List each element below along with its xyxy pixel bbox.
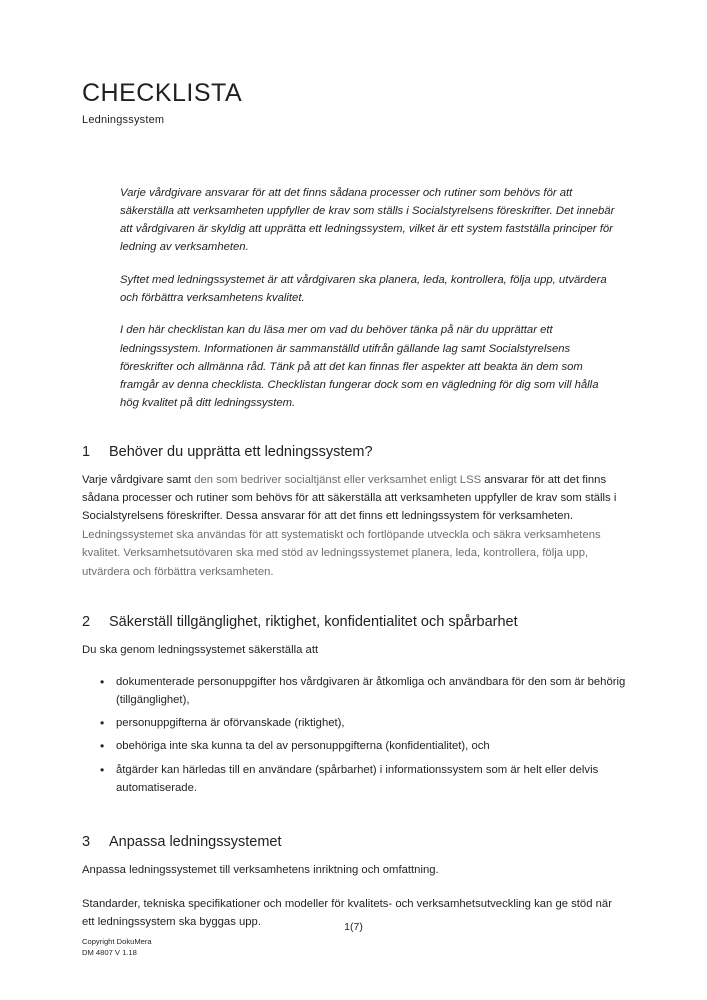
page-number: 1(7): [344, 921, 363, 933]
section-1: [82, 443, 627, 581]
list-item: • dokumenterade personuppgifter hos vårdgivaren är åtkomliga och användbara för den som är behörig (tillgänglighet),: [116, 673, 627, 709]
intro-block: [120, 184, 620, 413]
section-1-title: Behöver du upprätta ett ledningssystem?: [109, 443, 373, 460]
footer-meta: [82, 936, 152, 958]
list-item: • åtgärder kan härledas till en användare (spårbarhet) i informationssystem som är helt eller delvis automatiserade.: [116, 761, 627, 797]
section-3-title: Anpassa ledningssystemet: [109, 833, 282, 850]
section-3: [82, 833, 627, 932]
section-1-text-c: ansvarar för att det finns sådana processer och rutiner som behövs för att säkerställa att verksamheten uppfyller de krav som ställs i Socialstyrelsens föreskrifter. Dessa ansvarar för att det finns ett ledningssystem för verksamheten.: [82, 473, 617, 523]
footer-doc-id: DM 4807 V 1.18: [82, 948, 137, 957]
document-content: [82, 80, 627, 932]
section-1-text-d: Ledningssystemet ska användas för att systematiskt och fortlöpande utveckla och säkra verksamhetens kvalitet. Verksamhetsutövaren ska med stöd av ledningssystemet planera, leda, kontrollera, följa upp, utvärdera och förbättra verksamheten.: [82, 528, 601, 578]
section-1-text-b: den som bedriver socialtjänst eller verksamhet enligt LSS: [194, 473, 482, 486]
section-1-number: 1: [82, 443, 91, 460]
page-subtitle: Ledningssystem: [82, 113, 165, 126]
section-3-heading: [82, 833, 627, 852]
list-item: • personuppgifterna är oförvanskade (riktighet),: [116, 714, 627, 732]
list-item: • obehöriga inte ska kunna ta del av personuppgifterna (konfidentialitet), och: [116, 737, 627, 755]
section-1-heading: [82, 443, 627, 462]
section-3-paragraph-1: Anpassa ledningssystemet till verksamhetens inriktning och omfattning.: [82, 863, 439, 876]
section-1-text-a: Varje vårdgivare samt: [82, 473, 195, 486]
section-3-number: 3: [82, 833, 91, 850]
section-3-paragraph-2: Standarder, tekniska specifikationer och modeller för kvalitets- och verksamhetsutveckling kan ge stöd när ett ledningssystem ska byggas upp.: [82, 897, 612, 929]
footer-copyright: Copyright DokuMera: [82, 937, 152, 946]
section-2-heading: [82, 613, 627, 632]
section-2-title: Säkerställ tillgänglighet, riktighet, konfidentialitet och spårbarhet: [109, 614, 518, 631]
intro-paragraph-2: Syftet med ledningssystemet är att vårdgivaren ska planera, leda, kontrollera, följa upp, utvärdera och förbättra verksamhetens kvalitet.: [120, 273, 607, 304]
section-2-bullet-list: [82, 673, 627, 796]
section-2-number: 2: [82, 614, 91, 631]
section-2-lead: Du ska genom ledningssystemet säkerställa att: [82, 643, 319, 656]
intro-paragraph-3: I den här checklistan kan du läsa mer om vad du behöver tänka på när du upprättar ett ledningssystem. Informationen är sammanställd utifrån gällande lag samt Socialstyrelsens föreskrifter och allmänna råd. Tänk på att det kan finnas fler aspekter att beakta än dem som framgår av denna checklista. Checklistan fungerar dock som en vägledning för dig som vill hålla hög kvalitet på ditt ledningssystem.: [120, 324, 599, 410]
section-2: [82, 613, 627, 797]
intro-paragraph-1: Varje vårdgivare ansvarar för att det finns sådana processer och rutiner som behövs för att säkerställa att verksamheten uppfyller de krav som ställs i Socialstyrelsens föreskrifter. Det innebär att vårdgivaren är skyldig att upprätta ett ledningssystem, vilket är ett system fastställa principer för ledning av verksamheten.: [120, 186, 615, 254]
page-title: CHECKLISTA: [82, 79, 243, 107]
section-1-paragraph: [82, 471, 627, 581]
